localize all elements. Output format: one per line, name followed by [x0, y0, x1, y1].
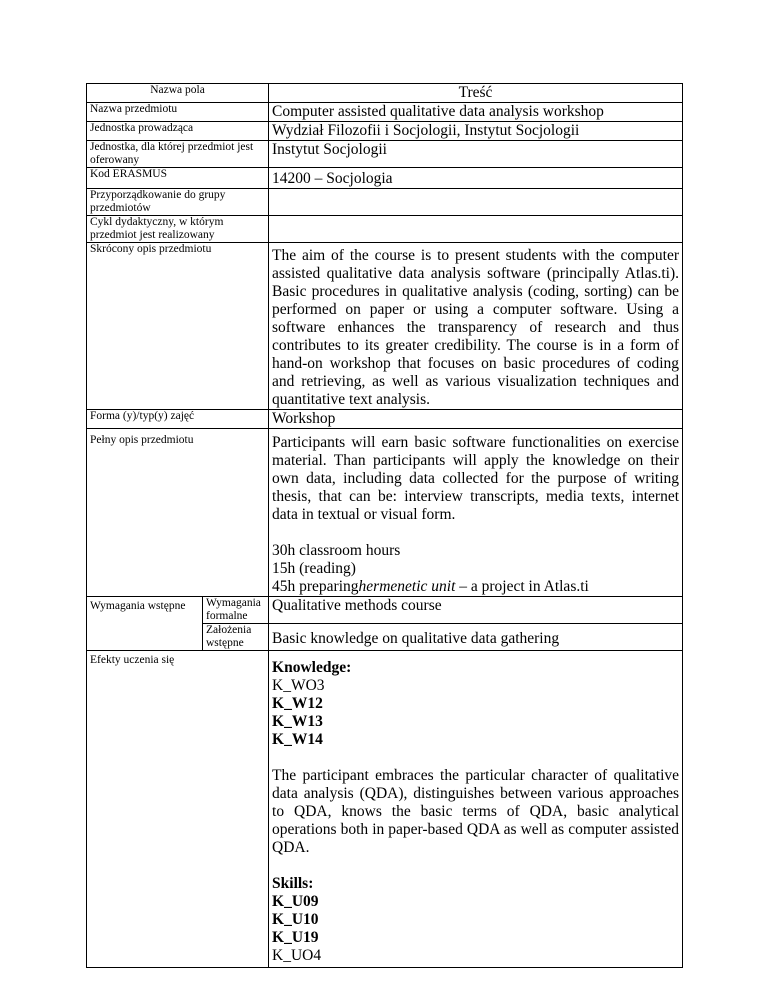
row-cycle	[87, 216, 683, 243]
row-short-description	[87, 243, 683, 410]
hours-classroom: 30h classroom hours	[272, 542, 401, 559]
course-description-table	[86, 83, 683, 968]
form-label: Forma (y)/typ(y) zajęć	[87, 410, 269, 429]
header-content: Treść	[269, 84, 683, 103]
skills-code: K_U09	[272, 893, 319, 910]
offering-unit-value: Instytut Socjologii	[269, 141, 683, 168]
cycle-value	[269, 216, 683, 243]
unit-label: Jednostka prowadząca	[87, 122, 269, 141]
hours-project-suffix: – a project in Atlas.ti	[455, 578, 589, 595]
outcomes-value	[269, 651, 683, 968]
row-group	[87, 189, 683, 216]
full-description-paragraph: Participants will earn basic software functionalities on exercise material. Than participants will apply the knowledge on their own data, including data collected for the purpose of writing thesis, that can be: interview transcripts, media texts, internet data in textual or visual form.	[272, 434, 680, 523]
knowledge-code: K_WO3	[272, 677, 325, 694]
erasmus-label: Kod ERASMUS	[87, 168, 269, 189]
short-description-label: Skrócony opis przedmiotu	[87, 243, 269, 410]
row-offering-unit	[87, 141, 683, 168]
knowledge-description: The participant embraces the particular character of qualitative data analysis (QDA), distinguishes between various approaches to QDA, knows the basic terms of QDA, basic analytical operations both in paper-based QDA as well as computer assisted QDA.	[272, 767, 680, 856]
skills-title: Skills:	[272, 875, 314, 892]
group-value	[269, 189, 683, 216]
hours-reading: 15h (reading)	[272, 560, 356, 577]
erasmus-value: 14200 – Socjologia	[269, 168, 683, 189]
formal-requirements-label: Wymagania formalne	[203, 597, 269, 624]
row-erasmus	[87, 168, 683, 189]
form-value: Workshop	[269, 410, 683, 429]
unit-value: Wydział Filozofii i Socjologii, Instytut Socjologii	[269, 122, 683, 141]
requirements-label: Wymagania wstępne	[87, 597, 203, 651]
knowledge-code: K_W13	[272, 713, 323, 730]
assumptions-label: Założenia wstępne	[203, 624, 269, 651]
hours-project	[272, 578, 679, 596]
short-description-value: The aim of the course is to present students with the computer assisted qualitative data analysis software (principally Atlas.ti). Basic procedures in qualitative analysis (coding, sorting) can be performed on paper or using a computer software. Using a software enhances the transparency of research and thus contributes to its greater credibility. The course is in a form of hand-on workshop that focuses on basic procedures of coding and retrieving, as well as various visualization techniques and quantitative text analysis.	[269, 243, 683, 410]
knowledge-code: K_W14	[272, 731, 323, 748]
course-name-label: Nazwa przedmiotu	[87, 103, 269, 122]
assumptions-value: Basic knowledge on qualitative data gathering	[269, 624, 683, 651]
row-unit	[87, 122, 683, 141]
header-field: Nazwa pola	[87, 84, 269, 103]
row-full-description	[87, 429, 683, 597]
skills-code: K_UO4	[272, 947, 322, 964]
knowledge-code: K_W12	[272, 695, 323, 712]
formal-requirements-value: Qualitative methods course	[269, 597, 683, 624]
row-form	[87, 410, 683, 429]
row-requirements-formal	[87, 597, 683, 624]
hours-project-prefix: 45h preparing	[272, 578, 359, 595]
full-description-value	[269, 429, 683, 597]
skills-code: K_U19	[272, 929, 319, 946]
full-description-label: Pełny opis przedmiotu	[87, 429, 269, 597]
row-course-name	[87, 103, 683, 122]
cycle-label: Cykl dydaktyczny, w którym przedmiot jest realizowany	[87, 216, 269, 243]
offering-unit-label: Jednostka, dla której przedmiot jest oferowany	[87, 141, 269, 168]
header-row	[87, 84, 683, 103]
hermenetic-unit-term: hermenetic unit	[358, 578, 456, 595]
skills-code: K_U10	[272, 911, 319, 928]
course-name-value: Computer assisted qualitative data analysis workshop	[269, 103, 683, 122]
knowledge-title: Knowledge:	[272, 659, 352, 676]
row-outcomes	[87, 651, 683, 968]
group-label: Przyporządkowanie do grupy przedmiotów	[87, 189, 269, 216]
outcomes-label: Efekty uczenia się	[87, 651, 269, 968]
